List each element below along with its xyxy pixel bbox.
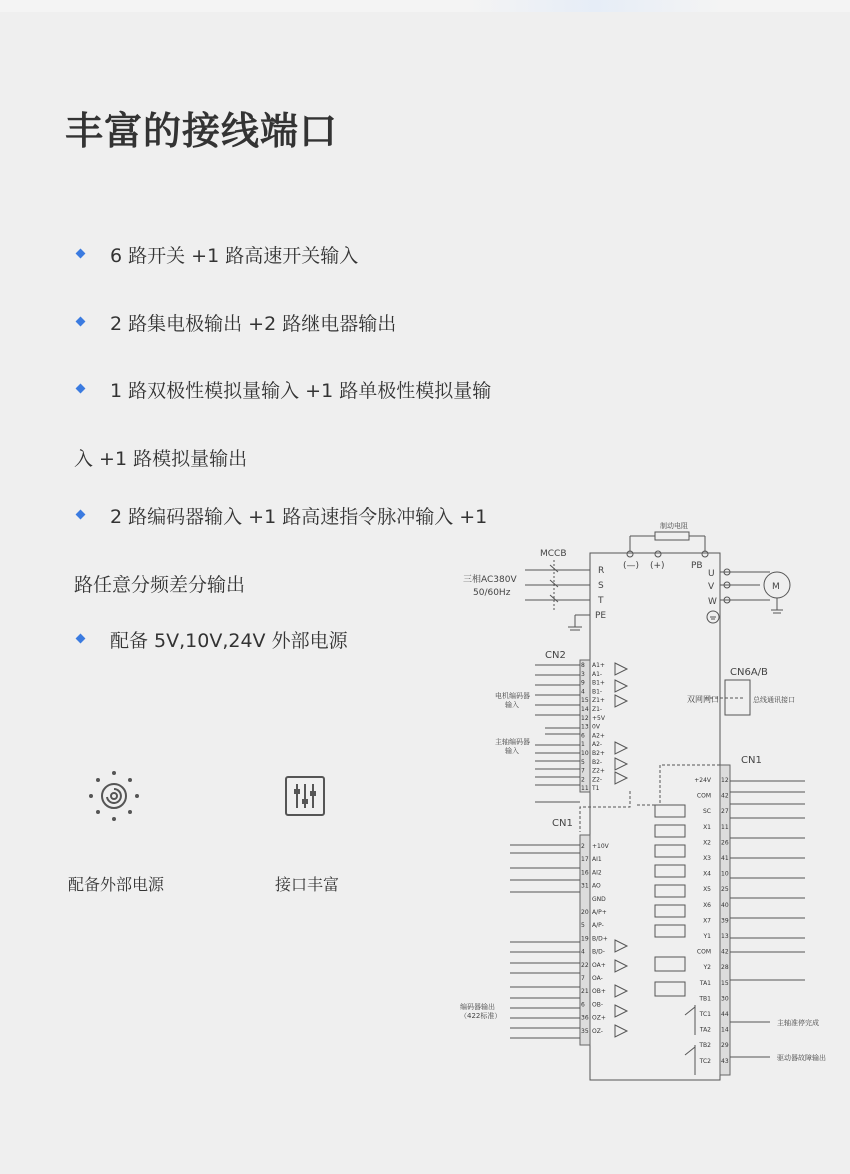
cn2-pin-number: 12	[581, 714, 589, 722]
cn1-right-pin-number: 42	[721, 792, 729, 800]
cn1-right-pin-name: COM	[696, 948, 711, 956]
cn1-right-pin-number: 41	[721, 855, 729, 862]
cn1-right-pin-name: TA1	[699, 979, 711, 987]
bullet-icon	[76, 317, 86, 327]
cn1-left-pin-number: 4	[581, 948, 585, 956]
cn1-right-pin-name: X1	[703, 823, 711, 831]
brake-resistor-label: 制动电阻	[660, 522, 688, 530]
cn1-right-pin-name: X6	[703, 901, 711, 909]
cn1-right-pin-number: 14	[721, 1026, 729, 1034]
cn1-right-pin-number: 13	[721, 933, 729, 940]
cn2-pin-name: A2+	[592, 732, 605, 740]
terminal-v: V	[708, 582, 715, 592]
cn1-right-pin-name: X4	[703, 870, 711, 878]
cn2-pin-name: B1-	[592, 688, 603, 696]
bullet-icon	[76, 249, 86, 259]
cn2-label: CN2	[545, 650, 566, 661]
motor-encoder-label: 电机编码器	[495, 692, 530, 700]
cn1-left-pin-number: 22	[581, 961, 589, 969]
top-accent-bar	[0, 0, 850, 12]
cn1-right-pin-name: TB2	[699, 1042, 711, 1050]
cn1-left-pin-number: 21	[581, 988, 589, 996]
cn1-left-pin-name: GND	[592, 895, 606, 903]
cn2-pin-name: Z2+	[592, 767, 605, 775]
encoder-out-label: 编码器输出	[460, 1003, 495, 1011]
feature-item: 配备 5V,10V,24V 外部电源	[110, 630, 348, 652]
spindle-encoder-label: 主轴编码器	[495, 738, 530, 746]
cn1-right-pin-number: 12	[721, 777, 729, 784]
cn2-pin-number: 2	[581, 776, 585, 784]
drive-fault-label: 驱动器故障输出	[777, 1054, 826, 1062]
cn2-pin-number: 4	[581, 688, 585, 696]
cn2-pin-name: Z2-	[592, 776, 603, 784]
cn1-right-pin-name: SC	[703, 808, 711, 816]
dc-plus-label: (+)	[650, 561, 665, 571]
cn1-left-pin-name: A/P-	[592, 922, 604, 930]
cn1-right-pin-number: 42	[721, 948, 729, 956]
feature-item: 2 路编码器输入 +1 路高速指令脉冲输入 +1	[110, 506, 488, 528]
wiring-diagram	[455, 520, 835, 1100]
cn1-right-pin-number: 30	[721, 995, 729, 1003]
cn1-right-pin-number: 27	[721, 808, 729, 816]
terminal-r: R	[598, 566, 605, 576]
cn2-pin-name: T1	[592, 785, 600, 793]
cn1-left-pin-name: AO	[592, 882, 601, 890]
cn2-pin-number: 8	[581, 662, 585, 669]
cn1-right-pin-name: COM	[696, 792, 711, 800]
cn1-left-pin-name: OZ+	[592, 1014, 606, 1022]
bullet-icon	[76, 384, 86, 394]
icon-label: 配备外部电源	[68, 875, 165, 894]
motor-encoder-label-2: 输入	[505, 701, 519, 709]
bullet-icon	[76, 634, 86, 644]
cn1-left-pin-number: 35	[581, 1027, 589, 1035]
cn1-right-pin-number: 28	[721, 964, 729, 972]
terminal-s: S	[598, 581, 604, 591]
cn1-left-pin-number: 31	[581, 882, 589, 890]
cn1-right-pin-number: 25	[721, 886, 729, 894]
cn1-left-pin-name: OB+	[592, 988, 606, 996]
cn2-pin-number: 10	[581, 750, 589, 757]
cn1-right-pin-name: TC2	[699, 1057, 711, 1065]
spindle-encoder-label-2: 输入	[505, 747, 519, 755]
cn1-right-pin-name: TB1	[699, 995, 711, 1003]
cn1-right-pin-name: X2	[703, 839, 711, 847]
cn2-pin-name: A1-	[592, 670, 603, 678]
feature-item: 1 路双极性模拟量输入 +1 路单极性模拟量输	[110, 380, 492, 402]
terminal-u: U	[708, 569, 715, 579]
spindle-ready-label: 主轴准停完成	[777, 1019, 819, 1027]
dual-net-label: 双网网口	[687, 695, 719, 704]
cn2-pin-number: 13	[581, 723, 589, 731]
terminal-w: W	[708, 597, 717, 607]
cn1-right-pin-number: 29	[721, 1042, 729, 1050]
cn2-pin-number: 5	[581, 758, 585, 766]
cn1-right-pin-name: X5	[703, 886, 711, 894]
cn1-right-pin-number: 44	[721, 1011, 729, 1018]
cn1-left-pin-name: +10V	[592, 843, 609, 850]
cn1-right-pin-number: 10	[721, 870, 729, 878]
mccb-label: MCCB	[540, 549, 567, 559]
cn1-right-pin-name: Y1	[703, 933, 711, 940]
cn2-pin-name: B2+	[592, 750, 605, 757]
cn1-left-pin-name: B/D+	[592, 935, 608, 943]
encoder-out-label-2: （422标准）	[460, 1012, 502, 1020]
cn1-left-pin-number: 20	[581, 909, 589, 916]
power-supply-icon	[88, 770, 140, 826]
cn1-left-pin-name: AI1	[592, 856, 602, 864]
cn2-pin-name: A1+	[592, 662, 605, 669]
interface-icon	[284, 775, 326, 821]
cn1-right-pin-number: 15	[721, 979, 729, 987]
cn2-pin-number: 3	[581, 670, 585, 678]
cn2-pin-name: Z1-	[592, 706, 603, 713]
icon-label: 接口丰富	[275, 875, 340, 894]
cn1-right-pin-number: 40	[721, 901, 729, 909]
cn1-right-pin-number: 43	[721, 1057, 729, 1065]
terminal-pe: PE	[595, 611, 607, 621]
cn1-left-pin-number: 16	[581, 869, 589, 877]
pb-label: PB	[691, 561, 703, 571]
cn1-right-pin-name: X3	[703, 855, 711, 862]
cn1-left-pin-number: 36	[581, 1014, 589, 1022]
cn1-left-pin-number: 17	[581, 856, 589, 864]
feature-item-continued: 路任意分频差分输出	[74, 574, 246, 596]
cn1-left-pin-name: OA+	[592, 961, 606, 969]
cn2-pin-number: 14	[581, 706, 589, 713]
cn2-pin-name: B1+	[592, 679, 605, 687]
cn2-pin-number: 6	[581, 732, 585, 740]
bullet-icon	[76, 510, 86, 520]
bus-comm-label: 总线通讯接口	[753, 696, 795, 704]
cn1-left-pin-number: 5	[581, 922, 585, 930]
cn2-pin-name: Z1+	[592, 697, 605, 705]
cn1-left-label: CN1	[552, 818, 573, 829]
cn2-pin-number: 1	[581, 741, 585, 749]
feature-item: 2 路集电极输出 +2 路继电器输出	[110, 313, 397, 335]
cn2-pin-number: 15	[581, 697, 589, 705]
feature-item: 6 路开关 +1 路高速开关输入	[110, 245, 359, 267]
brake-resistor-icon	[655, 532, 689, 540]
supply-label: 三相AC380V	[463, 575, 517, 585]
cn1-right-pin-name: +24V	[694, 777, 711, 784]
cn2-pin-name: +5V	[592, 714, 605, 722]
feature-item-continued: 入 +1 路模拟量输出	[74, 448, 248, 470]
cn1-left-pin-name: B/D-	[592, 948, 605, 956]
cn2-pin-number: 9	[581, 679, 585, 687]
cn1-left-pin-number: 7	[581, 975, 585, 982]
cn1-right-pin-name: TC1	[699, 1011, 711, 1018]
motor-label: M	[772, 582, 780, 592]
cn1-right-pin-name: Y2	[703, 964, 711, 972]
cn2-pin-number: 11	[581, 785, 589, 793]
cn2-pin-name: 0V	[592, 723, 600, 731]
cn1-left-pin-number: 19	[581, 935, 589, 943]
cn1-left-pin-number: 2	[581, 843, 585, 850]
cn1-left-pin-name: OA-	[592, 975, 603, 982]
cn1-left-pin-name: OB-	[592, 1001, 604, 1009]
cn2-pin-number: 7	[581, 767, 585, 775]
cn1-left-pin-name: OZ-	[592, 1027, 603, 1035]
cn1-left-pin-name: A/P+	[592, 909, 607, 916]
supply-frequency-label: 50/60Hz	[473, 588, 511, 598]
cn1-right-pin-name: TA2	[699, 1026, 711, 1034]
cn1-right-pin-number: 11	[721, 823, 729, 831]
cn1-left-pin-number: 6	[581, 1001, 585, 1009]
cn1-right-pin-number: 26	[721, 839, 729, 847]
cn2-pin-name: B2-	[592, 758, 603, 766]
page-title: 丰富的接线端口	[65, 109, 339, 153]
cn6-label: CN6A/B	[730, 667, 768, 678]
cn2-pin-name: A2-	[592, 741, 603, 749]
cn1-right-pin-name: X7	[703, 917, 711, 925]
terminal-t: T	[598, 596, 604, 606]
cn1-left-pin-name: AI2	[592, 869, 602, 877]
dc-minus-label: (—)	[623, 561, 640, 571]
cn1-right-pin-number: 39	[721, 917, 729, 925]
cn1-right-label: CN1	[741, 755, 762, 766]
